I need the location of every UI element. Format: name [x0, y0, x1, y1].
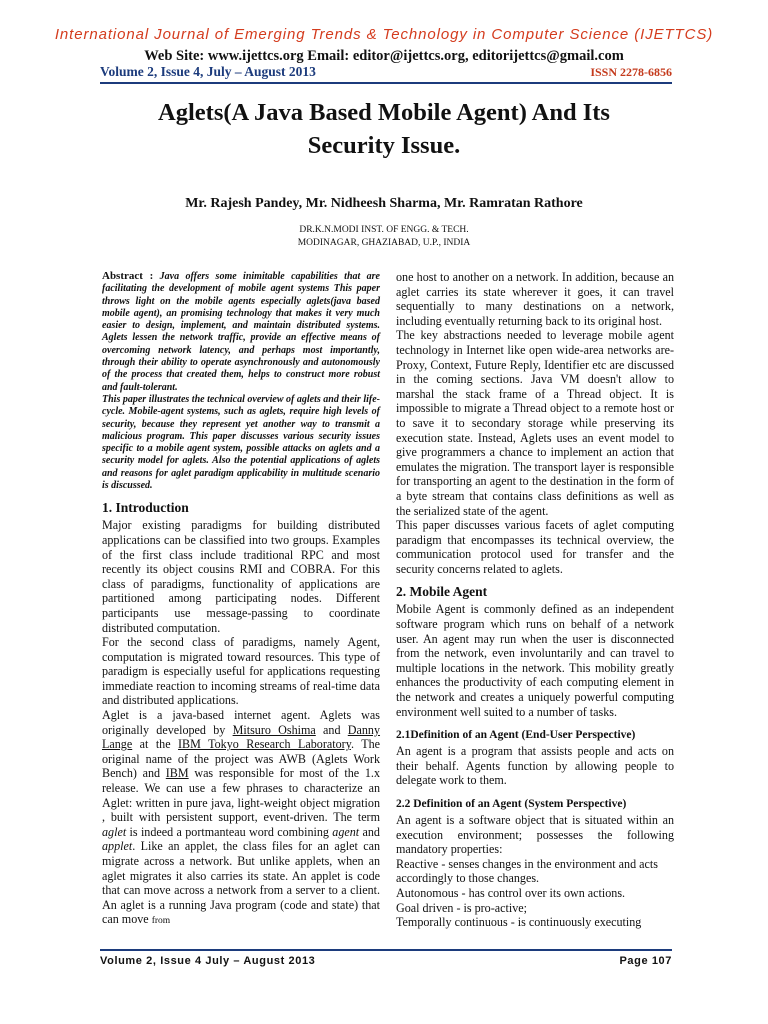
link-ibm[interactable]: IBM: [165, 766, 189, 781]
intro-paragraph-1: Major existing paradigms for building distributed applications can be classified into two groups. Examples of the first class include traditional RPC and most recently its object cousins RMI and COBRA. For this class of paradigms, functionality of applications are partitioned among participating nodes. Different participants use message-passing to coordinate distributed computation.: [102, 518, 380, 635]
intro-paragraph-2: For the second class of paradigms, namely Agent, computation is migrated toward resources. This type of paradigm is especially useful for applications requesting immediate reaction to incoming streams of real-time data and distributed applications.: [102, 635, 380, 708]
title-line-2: Security Issue.: [307, 132, 461, 159]
footer-volume: Volume 2, Issue 4 July – August 2013: [100, 955, 316, 967]
volume-line: [100, 64, 672, 80]
link-mitsuro-oshima[interactable]: Mitsuro Oshima: [232, 722, 316, 737]
header-rule: [100, 82, 672, 84]
subsection-heading-2-1: 2.1Definition of an Agent (End-User Perspective): [396, 729, 636, 742]
system-definition: An agent is a software object that is situated within an execution environment; possesses the following mandatory properties:: [396, 813, 674, 857]
authors: Mr. Rajesh Pandey, Mr. Nidheesh Sharma, Mr. Ramratan Rathore: [185, 196, 583, 211]
section-heading-introduction: 1. Introduction: [102, 500, 189, 516]
abstract-paragraph-2: This paper illustrates the technical overview of aglets and their life-cycle. Mobile-agent systems, such as aglets, require high levels of security, because they represent yet another way to transmit a malicious program. This paper discusses various security issues specific to a mobile agent system, possible attacks on aglets and a security model for aglets. Also the potential applications of aglets and reasons for aglet paradigm applicability in multitude scenario is discussed.: [102, 393, 380, 492]
right-column: [396, 270, 674, 930]
link-danny-lange[interactable]: Danny Lange: [102, 722, 381, 752]
left-column: [102, 270, 380, 929]
term-applet: applet: [102, 839, 133, 854]
end-user-definition: An agent is a program that assists people and acts on their behalf. Agents function by allowing people to delegate work to them.: [396, 744, 674, 788]
property-goal-driven: Goal driven - is pro-active;: [396, 900, 527, 915]
footer-rule: [100, 949, 672, 951]
property-reactive: Reactive - senses changes in the environment and acts accordingly to those changes.: [396, 856, 658, 886]
abstract-paragraph-1: Java offers some inimitable capabilities that are facilitating the development of mobile agent systems This paper throws light on the mobile agents especially aglets(java based mobile agent), an promising technology that makes it very much easier to design, implement, and maintain distributed systems. Aglets lessen the network traffic, provide an effective means of overcoming network latency, and perhaps most importantly, through their ability to operate asynchronously and autonomously of the process that created them, helps to construct more robust and fault-tolerant.: [102, 271, 380, 393]
journal-name: International Journal of Emerging Trends & Technology in Computer Science (IJETTCS): [54, 26, 714, 43]
intro-paragraph-3: Aglet is a java-based internet agent. Aglets was originally developed by Mitsuro Oshima and Danny Lange at the IBM Tokyo Research Laboratory. The original name of the project was AWB (Aglets Work Bench) and IBM was responsible for most of the 1.x release. We can use a few phrases to characterize an Aglet: written in pure java, light-weight object migration , built with persistent support, event-driven. The term aglet is indeed a portmanteau word combining agent and applet. Like an applet, the class files for an aglet can migrate across a network. But unlike applets, when an aglet migrates it also carries its state. An applet is code that can move across a network from a server to a client. An aglet is a running Java program (code and state) that can move from: [102, 708, 381, 927]
title-line-1: Aglets(A Java Based Mobile Agent) And Its: [158, 99, 610, 126]
journal-header: [0, 26, 768, 64]
affiliation-line-2: MODINAGAR, GHAZIABAD, U.P., INDIA: [297, 238, 471, 248]
property-autonomous: Autonomous - has control over its own actions.: [396, 885, 626, 900]
aglet-paragraph-2: The key abstractions needed to leverage mobile agent technology in Internet like open wide-area networks are- Proxy, Context, Future Reply, Identifier etc are discussed in the coming sections. Java VM doesn't allow to marshal the stack frame of a Thread object. It is impossible to migrate a Thread object to a remote host or to save it to secondary storage while preserving its execution state. Instead, Aglets uses an event model to give programmers a chance to implement an action that emulates the migration. The transport layer is responsible for transporting an agent to the destination in the form of a byte stream that contains class definitions as well as the serialized state of the agent.: [396, 328, 674, 518]
property-temporally-continuous: Temporally continuous - is continuously executing: [396, 915, 642, 930]
abstract-label: Abstract :: [102, 270, 154, 282]
section-heading-mobile-agent: 2. Mobile Agent: [396, 584, 488, 600]
affiliation: [0, 224, 768, 250]
mobile-agent-paragraph: Mobile Agent is commonly defined as an independent software program which runs on behalf of a network user. An agent may run when the user is disconnected from the network, even involuntarily and can travel to multiple locations in the network. This mobility greatly enhances the productivity of each computing element in the network and creates a uniquely powerful computing environment well suited to a number of tasks.: [396, 602, 674, 719]
link-ibm-tokyo-research-lab[interactable]: IBM Tokyo Research Laboratory: [178, 737, 351, 752]
page-number: Page 107: [619, 955, 672, 967]
paper-title: [0, 96, 768, 162]
issn: ISSN 2278-6856: [590, 65, 672, 79]
subsection-heading-2-2: 2.2 Definition of an Agent (System Perspective): [396, 798, 627, 810]
journal-web-line: Web Site: www.ijettcs.org Email: editor@ijettcs.org, editorijettcs@gmail.com: [144, 48, 624, 64]
abstract: [102, 270, 380, 492]
aglet-paragraph-1: one host to another on a network. In addition, because an aglet carries its state wherever it goes, it can travel sequentially to many destinations on a network, including eventually returning back to its original host.: [396, 270, 674, 328]
footer: [100, 955, 672, 967]
term-aglet: aglet: [102, 824, 127, 839]
term-agent: agent: [332, 824, 360, 839]
volume-info: Volume 2, Issue 4, July – August 2013: [100, 64, 316, 79]
affiliation-line-1: DR.K.N.MODI INST. OF ENGG. & TECH.: [299, 225, 469, 235]
aglet-paragraph-3: This paper discusses various facets of aglet computing paradigm that encompasses its technical overview, the communication protocol used for transfer and the security concerns related to aglets.: [396, 518, 674, 576]
